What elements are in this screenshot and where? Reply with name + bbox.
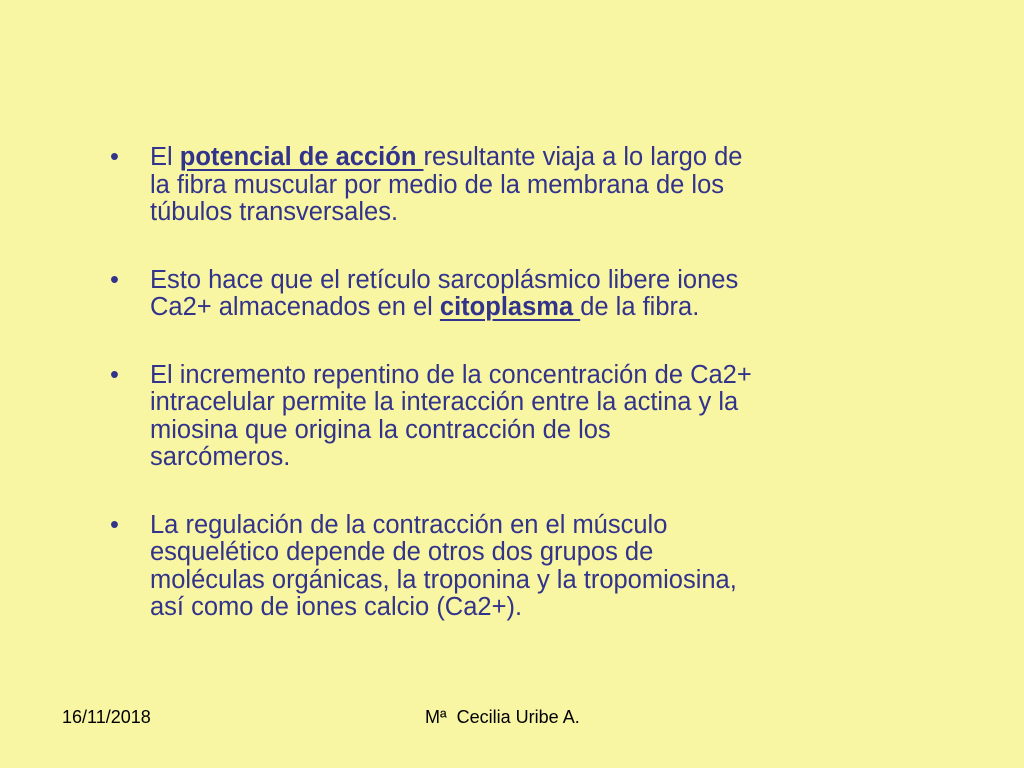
footer-author: Mª Cecilia Uribe A. (425, 707, 580, 727)
bullet-marker: • (110, 143, 119, 171)
bullet-marker: • (110, 360, 119, 389)
bullet-item-action-potential (108, 144, 758, 227)
bullet-text: La regulación de la contracción en el músculo esquelético depende de otros dos grupos de moléculas orgánicas, la troponina y la tropomiosina, así como de iones calcio (Ca2+). (150, 510, 737, 621)
bullet-marker: • (110, 265, 119, 294)
footer-date: 16/11/2018 (62, 707, 151, 727)
bullet-item-calcium-increase (108, 362, 758, 472)
bullet-item-contraction-regulation (108, 512, 758, 622)
bullet-item-sarcoplasmic-reticulum (108, 267, 758, 322)
link-potencial-de-accion[interactable]: potencial de acción (179, 143, 424, 171)
bullet-text: El incremento repentino de la concentración de Ca2+ intracelular permite la interacción entre la actina y la miosina que origina la contracción de los sarcómeros. (150, 360, 752, 471)
bullet-text: El (150, 143, 180, 171)
bullet-marker: • (110, 510, 119, 539)
link-citoplasma[interactable]: citoplasma (439, 293, 581, 321)
bullet-text: resultante viaja a lo largo de la fibra muscular por medio de la membrana de los túbulos transversales. (150, 143, 743, 226)
bullet-text: Esto hace que el retículo sarcoplásmico libere iones Ca2+ almacenados en el (150, 265, 739, 321)
bullet-text: de la fibra. (580, 293, 700, 321)
bullet-list (108, 144, 758, 622)
